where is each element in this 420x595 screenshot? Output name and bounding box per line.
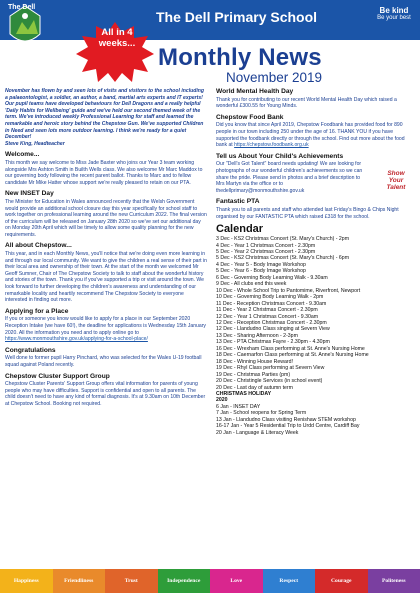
starburst-line-1: All in 4 xyxy=(101,27,133,38)
calendar-item: 12 Dec - Llandudno Class singing at Severn View xyxy=(216,326,330,333)
foodbank-body-text: Did you know that since April 2019, Chepstow Foodbank has provided food for 890 people in our town including 250 under the age of 16. THANK YOU if you have supported the foodbank directly or through the school. Find out more about the food bank at xyxy=(216,122,405,149)
calendar-item: 20 Jan - Language & Literacy Week xyxy=(216,429,299,436)
values-bar xyxy=(0,568,420,595)
pta-body: Thank you to all parents and staff who attended last Friday's Bingo & Chips Night organised by our FANTASTIC PTA which raised £318 for the school. xyxy=(216,206,399,220)
cluster-heading: Chepstow Cluster Support Group xyxy=(5,372,110,380)
value-tile: Trust xyxy=(105,569,158,593)
calendar-item: 12 Dec - Year 1 Christmas Concert - 9.30am xyxy=(216,313,319,320)
mental-body: Thank you for contributing to our recent World Mental Health Day which raised a wonderful £300.55 for Young Minds. xyxy=(216,96,397,110)
logo-text: The Dell xyxy=(8,4,36,11)
calendar-item: 5 Dec - Year 6 - Body Image Workshop xyxy=(216,268,306,275)
intro-signature: Steve King, Headteacher xyxy=(5,140,65,147)
calendar-item: 16-17 Jan - Year 5 Residential Trip to Urdd Centre, Cardiff Bay xyxy=(216,423,360,430)
calendar-item: 19 Dec - Rhyl Class performing at Severn View xyxy=(216,365,325,372)
right-column xyxy=(216,88,414,436)
calendar-item: 11 Dec - Reception Christmas Concert - 9.30am xyxy=(216,300,327,307)
talent-badge-line-1: Show xyxy=(387,170,405,177)
achievements-body: Our "Dell's Got Talent" board needs updating! We are looking for photographs of our wonderful children's achievements so we can share the pride. Please send in photos and a brief description to Mrs Martyn via the office or to thedellprimary@monmouthshire.gov.uk xyxy=(216,161,363,194)
foodbank-heading: Chepstow Food Bank xyxy=(216,113,284,121)
foodbank-link[interactable]: https://chepstow.foodbank.org.uk xyxy=(234,142,309,149)
page-subtitle: November 2019 xyxy=(226,70,323,85)
page-title: Monthly News xyxy=(158,44,322,71)
chepstow-body: This year, and in each Monthly News, you'll notice that we're doing even more learning in and through our local community. We want to give the children a real sense of their part in their local area and ownership of their town. At the start of the month we welcomed Mr Geoff Sumner, Chair of The Chepstow Society to talk to staff about the wonderful history and stories of the town. Thank you if you've supported a trip or visit around the town. We look forward to further developing the children's awareness and understanding of our remarkable locality and heartily recommend The Chepstow Society to everyone interested in finding out more. xyxy=(5,251,207,304)
chepstow-heading: All about Chepstow... xyxy=(5,242,72,250)
calendar-item: 6 Jan - INSET DAY xyxy=(216,403,261,410)
mental-heading: World Mental Health Day xyxy=(216,88,294,95)
pta-heading: Fantastic PTA xyxy=(216,198,260,206)
be-kind-text: Be kind xyxy=(379,6,409,15)
calendar-item: 11 Dec - Year 2 Christmas Concert - 2.30pm xyxy=(216,307,318,314)
calendar-item: CHRISTMAS HOLIDAY xyxy=(216,390,272,397)
inset-body: The Minister for Education in Wales announced recently that the Welsh Government would provide an additional school closure day this year specifically for school staff to work together on professional learning around the new Curriculum 2022. The final version of the curriculum will be released on January 28th 2020 so we've set our additional day on Monday 20th April which will be timely to allow some quality planning for the new requirements. xyxy=(5,198,207,238)
talent-badge-line-2: Your xyxy=(388,177,404,184)
calendar-item: 12 Dec - Reception Christmas Concert - 2.30pm xyxy=(216,319,327,326)
calendar-item: 19 Dec - Christmas Parties (pm) xyxy=(216,371,291,378)
calendar-item: 2020 xyxy=(216,397,228,404)
inset-heading: New INSET Day xyxy=(5,190,54,198)
calendar-item: 18 Dec - Caernarfon Class performing at St. Anne's Nursing Home xyxy=(216,352,369,359)
be-your-best-text: Be your best xyxy=(377,15,411,22)
calendar-item: 13 Dec - PTA Christmas Fayre - 2.30pm - 4.30pm xyxy=(216,339,330,346)
talent-badge xyxy=(376,170,416,191)
calendar-item: 10 Dec - Whole School Trip to Pantomime, Riverfront, Newport xyxy=(216,287,361,294)
calendar-item: 20 Dec - Last day of autumn term xyxy=(216,384,293,391)
value-tile: Love xyxy=(210,569,263,593)
calendar-list xyxy=(216,236,414,436)
calendar-item: 9 Dec - All clubs end this week xyxy=(216,281,287,288)
header-banner xyxy=(0,0,420,40)
congrats-body: Well done to former pupil Harry Pinchard, who was selected for the Wales U-19 football squad against Poland recently. xyxy=(5,355,202,368)
starburst-line-2: weeks... xyxy=(98,37,136,49)
calendar-item: 4 Dec - Year 1 Christmas Concert - 2.30pm xyxy=(216,242,316,249)
starburst-text xyxy=(93,28,141,50)
calendar-item: 4 Dec - Year 5 - Body Image Workshop xyxy=(216,261,306,268)
congrats-heading: Congratulations xyxy=(5,346,56,354)
welcome-heading: Welcome... xyxy=(5,151,40,159)
value-tile: Courage xyxy=(315,569,368,593)
calendar-item: 20 Dec - Christingle Services (in school event) xyxy=(216,378,323,385)
school-logo xyxy=(6,4,44,50)
calendar-item: 16 Dec - Wrexham Class performing at St. Anne's Nursing Home xyxy=(216,345,365,352)
talent-badge-line-3: Talent xyxy=(386,184,406,191)
school-name: The Dell Primary School xyxy=(156,9,318,25)
value-tile: Independence xyxy=(158,569,211,593)
value-tile: Happiness xyxy=(0,569,53,593)
achievements-heading: Tell us About Your Child's Achievements xyxy=(216,152,344,160)
calendar-item: 5 Dec - Year 2 Christmas Concert - 2.30pm xyxy=(216,249,316,255)
value-tile: Friendliness xyxy=(53,569,106,593)
foodbank-body xyxy=(216,122,414,148)
calendar-item: 10 Dec - Governing Body Learning Walk - 2pm xyxy=(216,294,324,301)
place-heading: Applying for a Place xyxy=(5,307,69,315)
intro-text: November has flown by and seen lots of visits and visitors to the school including a palaeontologist, a soldier, an author, a band, martial arts experts and IT experts! Our pupil teams have developed behaviours for Dell Dragons and a really helpful 'Daily Habits for Wellbeing' guide and we've held our second themed week of the term. We've introduced weekly Professional Learning for staff and learned the remarkable and heroic story behind the Chepstow Gun. We've supported Children in Need and seen lots more outdoor learning. I think we're ready for a quiet December! xyxy=(5,88,204,141)
place-link[interactable]: https://www.monmouthshire.gov.uk/applying-for-a-school-place/ xyxy=(5,336,148,343)
be-kind-badge xyxy=(374,6,414,22)
cluster-body: Chepstow Cluster Parents' Support Group offers vital information for parents of young people who may have difficulties. Support is confidential and open to all parents. The child doesn't need to have any kind of formal diagnosis. It's at 9.30am on 10th December at Chepstow School. Booking not required. xyxy=(5,381,206,407)
calendar-item: 3 Dec - KS2 Christmas Concert (St. Mary's Church) - 2pm xyxy=(216,236,350,243)
place-body xyxy=(5,316,207,342)
calendar-item: 5 Dec - KS2 Christmas Concert (St. Mary's Church) - 6pm xyxy=(216,255,350,262)
value-tile: Politeness xyxy=(368,569,420,593)
place-body-text: If you or someone you know would like to apply for a place in our September 2020 Reception Intake (we have 60!), the deadline for applications is Wednesday 15th January 2020. All the information you need and to apply online go to xyxy=(5,316,206,336)
calendar-item: 6 Dec - Governing Body Learning Walk - 9.30am xyxy=(216,274,328,281)
calendar-item: 18 Dec - Winning House Reward! xyxy=(216,358,293,365)
value-tile: Respect xyxy=(263,569,316,593)
calendar-item: 13 Jan - Llandudno Class visiting Renishaw STEM workshop xyxy=(216,416,356,423)
welcome-body: This month we say welcome to Miss Jade Baxter who joins our Year 3 team working alongside Mrs Ashton Smith in Builth Wells class. We also welcome Mr Marc Maddox to our governing body following the recent parent ballot. Thanks to Marc and to fellow candidate Mr Mike Hatter whose support we're really pleased to retain on our PTA. xyxy=(5,159,203,186)
calendar-item: 13 Dec - Sharing Afternoon - 2-3pm xyxy=(216,332,298,339)
calendar-item: 7 Jan - School reopens for Spring Term xyxy=(216,410,307,417)
left-column xyxy=(5,88,207,408)
calendar-heading: Calendar xyxy=(216,223,264,236)
